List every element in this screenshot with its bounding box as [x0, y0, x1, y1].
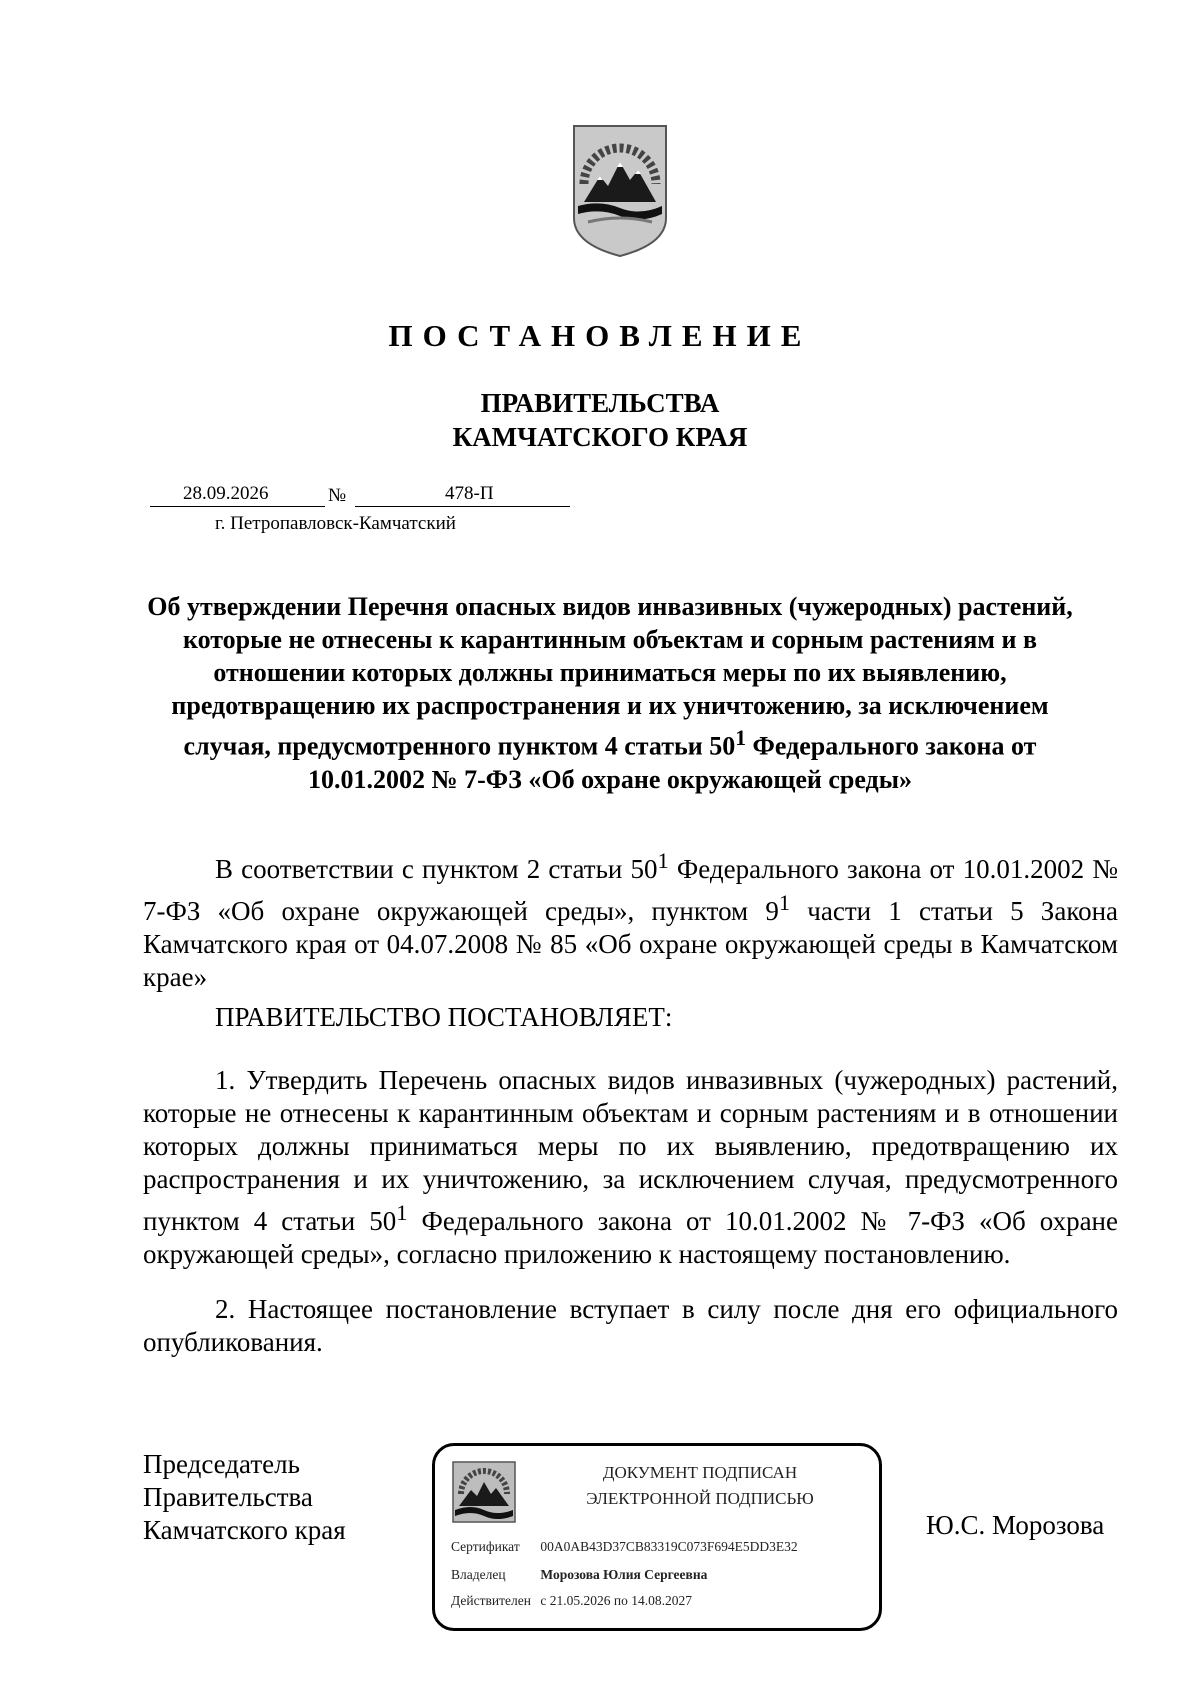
preamble-superscript-1: 1: [657, 848, 669, 873]
owner-label: Владелец: [451, 1567, 506, 1582]
validity-label: Действителен: [451, 1593, 531, 1608]
signer-position-line-2: Правительства: [143, 1482, 313, 1512]
document-date-field: [150, 484, 325, 507]
certificate-label: Сертификат: [451, 1539, 520, 1554]
certificate-row: [451, 1539, 798, 1555]
issuer-line-1: ПРАВИТЕЛЬСТВА: [480, 388, 720, 418]
owner-value: Морозова Юлия Сергеевна: [540, 1567, 708, 1582]
preamble-text-2: Федерального закона от 10.01.2002 № 7-ФЗ «Об охране окружающей среды», пунктом 9: [143, 854, 1118, 926]
preamble-text-3: части 1 статьи 5 Закона Камчатского края от 04.07.2008 № 85 «Об охране окружающей среды в Камчатском крае»: [143, 896, 1118, 992]
item-1-text-1: 1. Утвердить Перечень опасных видов инвазивных (чужеродных) растений, которые не отнесены к карантинным объектам и сорным растениям и в отношении которых должны приниматься меры по их выявлению, предотвращению их распространения и их уничтожению, за исключением случая, предусмотренного пунктом 4 статьи 50: [143, 1065, 1118, 1236]
validity-value: с 21.05.2026 по 14.08.2027: [540, 1593, 692, 1608]
stamp-title-line-1: ДОКУМЕНТ ПОДПИСАН: [602, 1463, 798, 1482]
title-superscript: 1: [735, 726, 747, 750]
stamp-title: [525, 1460, 875, 1512]
owner-row: [451, 1567, 707, 1583]
item-1-superscript: 1: [396, 1200, 408, 1225]
issuer-name: [0, 386, 1200, 454]
document-date: 28.09.2026: [183, 483, 269, 504]
document-type: ПОСТАНОВЛЕНИЕ: [388, 318, 812, 353]
stamp-coat-of-arms-icon: [451, 1460, 517, 1524]
item-1-paragraph: [143, 1064, 1118, 1271]
signer-position-line-1: Председатель: [143, 1449, 300, 1479]
document-title: [140, 590, 1080, 796]
certificate-value: 00A0AB43D37CB83319C073F694E5DD3E32: [540, 1539, 798, 1554]
preamble-paragraph: [143, 844, 1118, 994]
title-text-2: Федерального закона от 10.01.2002 № 7-ФЗ «Об охране окружающей среды»: [308, 731, 1037, 794]
issuer-line-2: КАМЧАТСКОГО КРАЯ: [452, 422, 748, 452]
preamble-superscript-2: 1: [778, 890, 791, 915]
stamp-title-line-2: ЭЛЕКТРОННОЙ ПОДПИСЬЮ: [586, 1489, 814, 1508]
item-2-paragraph: 2. Настоящее постановление вступает в силу после дня его официального опубликования.: [143, 1294, 1118, 1357]
document-number-field: [355, 484, 570, 507]
electronic-signature-stamp: [432, 1443, 882, 1631]
title-text-1: Об утверждении Перечня опасных видов инвазивных (чужеродных) растений, которые не отнесены к карантинным объектам и сорным растениям и в отношении которых должны приниматься меры по их выявлению, предотвращению их распространения и их уничтожению, за исключением случая, предусмотренного пунктом 4 статьи 50: [147, 592, 1073, 761]
decree-heading: ПРАВИТЕЛЬСТВО ПОСТАНОВЛЯЕТ:: [215, 1002, 673, 1032]
validity-row: [451, 1593, 692, 1609]
document-number: 478-П: [445, 483, 494, 504]
document-date-number: [150, 484, 570, 508]
signer-position-line-3: Камчатского края: [143, 1515, 346, 1545]
coat-of-arms-icon: [570, 122, 670, 260]
item-1-text-2: Федерального закона от 10.01.2002 № 7-ФЗ «Об охране окружающей среды», согласно приложению к настоящему постановлению.: [143, 1206, 1118, 1269]
signer-name: Ю.С. Морозова: [926, 1510, 1105, 1540]
signer-position: [143, 1448, 346, 1547]
number-label: №: [328, 485, 347, 506]
preamble-text-1: В соответствии с пунктом 2 статьи 50: [215, 854, 658, 884]
city: г. Петропавловск-Камчатский: [215, 513, 456, 534]
